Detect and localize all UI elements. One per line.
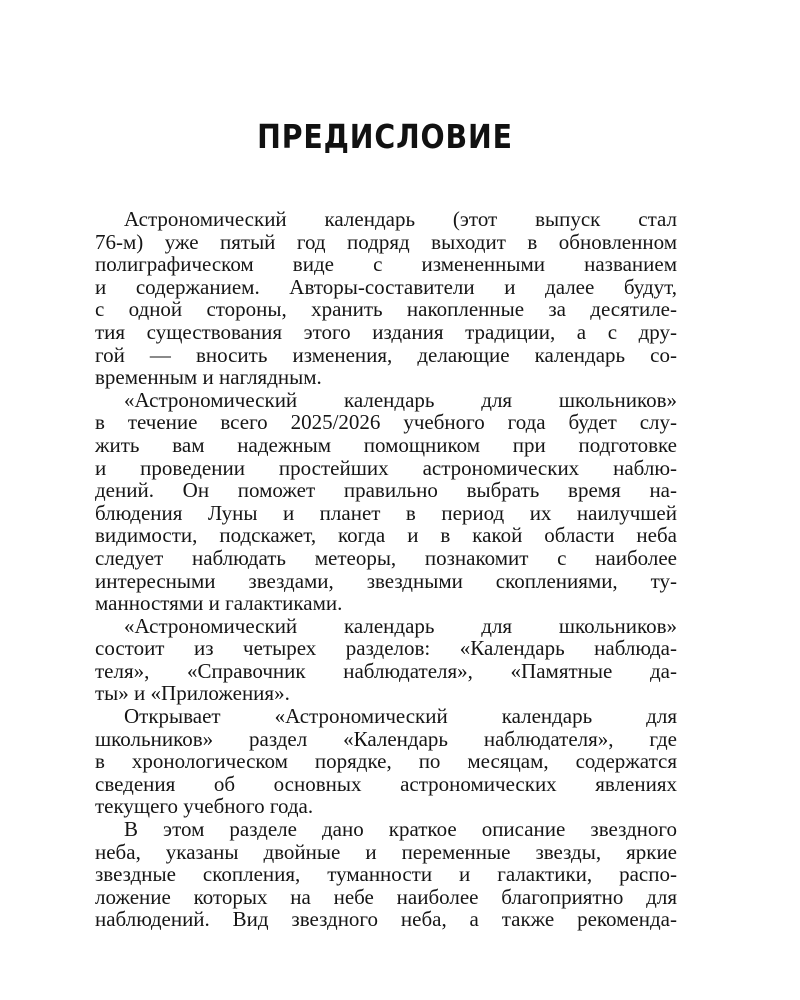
text-line: с одной стороны, хранить накопленные за десятиле- <box>95 297 677 322</box>
text-line: школьников» раздел «Календарь наблюдателя», где <box>95 726 677 751</box>
text-line: в хронологическом порядке, по месяцам, содержатся <box>95 749 677 774</box>
text-line: Открывает «Астрономический календарь для <box>124 704 677 729</box>
text-line: сведения об основных астрономических явлениях <box>95 771 677 796</box>
text-line: теля», «Справочник наблюдателя», «Памятные да- <box>95 658 677 683</box>
paragraph-3 <box>95 615 677 705</box>
text-line: звездные скопления, туманности и галактики, распо- <box>95 862 677 887</box>
text-line: жить вам надежным помощником при подготовке <box>95 432 677 457</box>
text-line: «Астрономический календарь для школьников» <box>124 387 677 412</box>
preface-body <box>95 208 677 931</box>
text-line: ложение которых на небе наиболее благоприятно для <box>95 884 677 909</box>
text-line: наблюдений. Вид звездного неба, а также рекоменда- <box>95 907 677 932</box>
paragraph-4 <box>95 705 677 818</box>
text-line: манностями и галактиками. <box>95 591 343 616</box>
text-line: гой — вносить изменения, делающие календарь со- <box>95 342 677 367</box>
text-line: ты» и «Приложения». <box>95 681 290 706</box>
text-line: и содержанием. Авторы-составители и далее будут, <box>95 274 677 299</box>
text-line: временным и наглядным. <box>95 365 322 390</box>
text-line: 76-м) уже пятый год подряд выходит в обновленном <box>95 229 677 254</box>
text-line: тия существования этого издания традиции, а с дру- <box>95 319 677 344</box>
page-title: ПРЕДИСЛОВИЕ <box>257 117 513 156</box>
text-line: текущего учебного года. <box>95 794 314 819</box>
text-line: дений. Он поможет правильно выбрать время на- <box>95 478 677 503</box>
text-line: Астрономический календарь (этот выпуск стал <box>124 207 677 231</box>
text-line: блюдения Луны и планет в период их наилучшей <box>95 500 677 525</box>
text-line: следует наблюдать метеоры, познакомит с наиболее <box>95 545 677 570</box>
paragraph-2 <box>95 389 677 615</box>
text-line: «Астрономический календарь для школьников» <box>124 613 677 638</box>
text-line: состоит из четырех разделов: «Календарь наблюда- <box>95 636 677 661</box>
text-line: в течение всего 2025/2026 учебного года будет слу- <box>95 410 677 435</box>
text-line: видимости, подскажет, когда и в какой области неба <box>95 523 677 548</box>
paragraph-1 <box>95 208 677 389</box>
text-line: В этом разделе дано краткое описание звездного <box>124 817 677 842</box>
text-line: интересными звездами, звездными скоплениями, ту- <box>95 568 677 593</box>
text-line: полиграфическом виде с измененными названием <box>95 252 677 277</box>
text-line: неба, указаны двойные и переменные звезды, яркие <box>95 839 677 864</box>
paragraph-5 <box>95 818 677 931</box>
text-line: и проведении простейших астрономических наблю- <box>95 455 677 480</box>
